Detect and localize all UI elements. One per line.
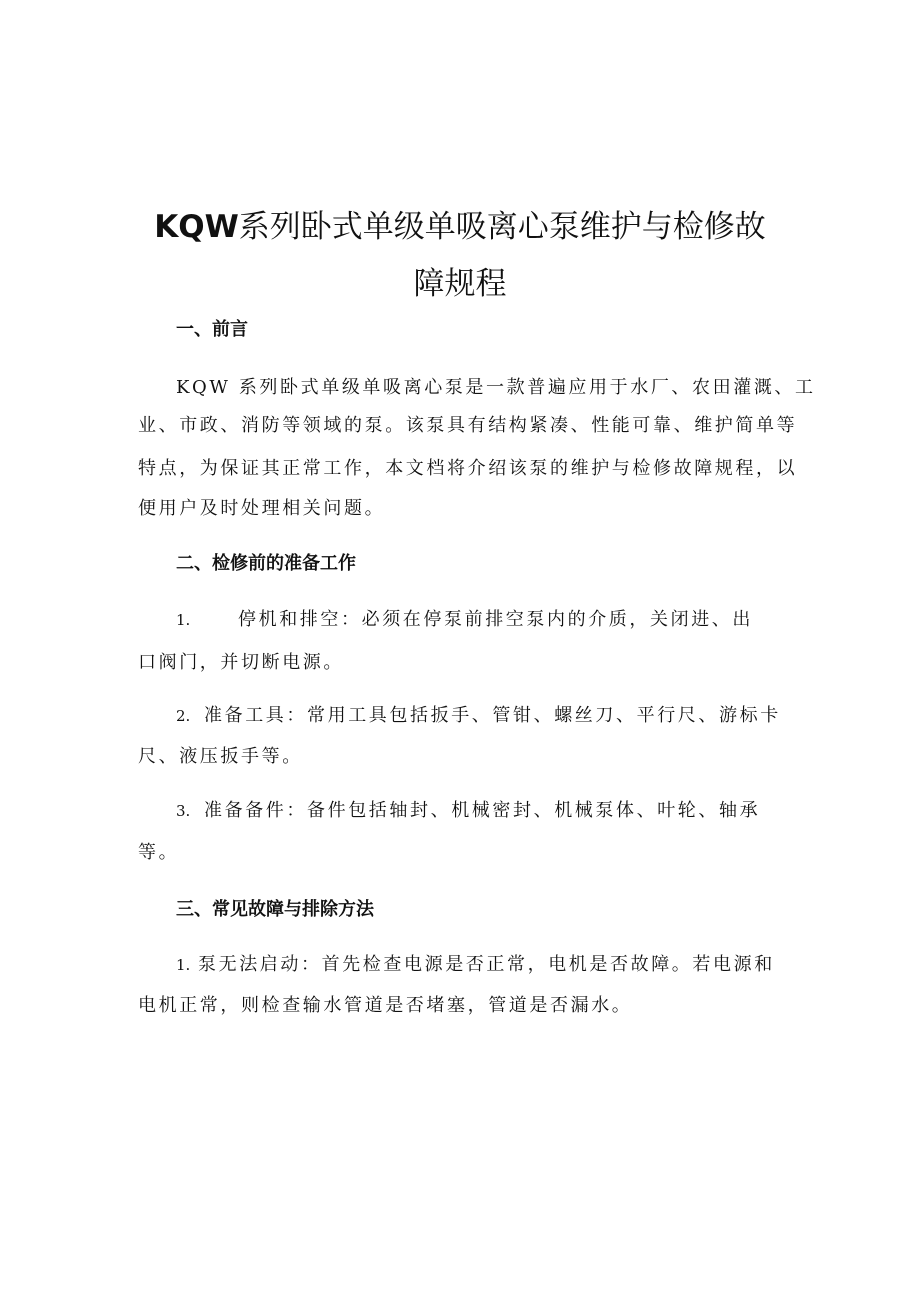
list-item-number: 1. — [176, 956, 191, 974]
list-item-line: 尺、液压扳手等。 — [138, 746, 303, 767]
section-heading-troubleshooting: 三、常见故障与排除方法 — [176, 899, 374, 920]
list-item-number: 2. — [176, 707, 191, 725]
document-title-line-1 — [100, 205, 820, 249]
paragraph-line: 特点，为保证其正常工作，本文档将介绍该泵的维护与检修故障规程，以 — [138, 458, 798, 479]
list-item-line: 电机正常，则检查输水管道是否堵塞，管道是否漏水。 — [138, 995, 633, 1016]
paragraph-line: KQW 系列卧式单级单吸离心泵是一款普遍应用于水厂、农田灌溉、工 — [176, 377, 816, 398]
list-item-line: 等。 — [138, 842, 180, 863]
section-heading-preface: 一、前言 — [176, 319, 248, 340]
section-heading-preparation: 二、检修前的准备工作 — [176, 553, 356, 574]
paragraph-line: 便用户及时处理相关问题。 — [138, 498, 386, 519]
document-title-line-2: 障规程 — [413, 266, 507, 302]
list-item-number: 1. — [176, 611, 191, 629]
list-item-text: 准备工具：常用工具包括扳手、管钳、螺丝刀、平行尺、游标卡 — [204, 705, 781, 726]
title-text: 系列卧式单级单吸离心泵维护与检修故 — [238, 209, 766, 245]
list-item-text: 泵无法启动：首先检查电源是否正常，电机是否故障。若电源和 — [198, 954, 775, 975]
list-item-line — [176, 607, 753, 633]
paragraph-line: 业、市政、消防等领域的泵。该泵具有结构紧凑、性能可靠、维护简单等 — [138, 415, 798, 436]
list-item-line: 口阀门，并切断电源。 — [138, 652, 344, 673]
list-item-line — [176, 798, 760, 824]
list-item-line — [176, 952, 775, 978]
title-model-code: KQW — [154, 209, 239, 245]
list-item-line — [176, 703, 781, 729]
list-item-text: 停机和排空：必须在停泵前排空泵内的介质，关闭进、出 — [238, 609, 753, 630]
list-item-number: 3. — [176, 802, 191, 820]
list-item-text: 准备备件：备件包括轴封、机械密封、机械泵体、叶轮、轴承 — [204, 800, 761, 821]
